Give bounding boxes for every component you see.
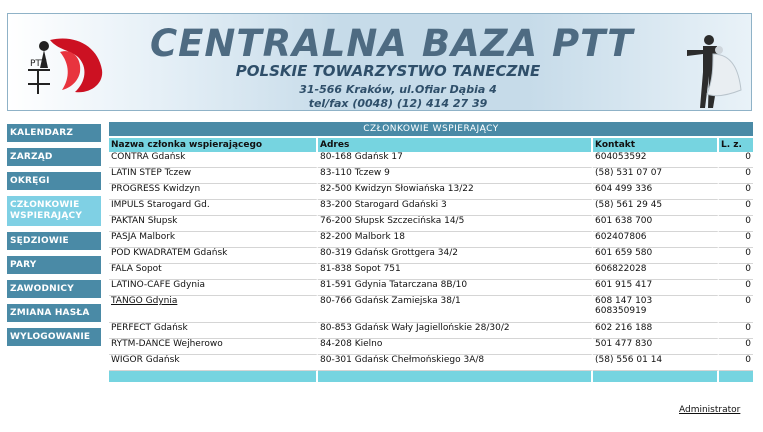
- member-contact-cell: [593, 280, 719, 296]
- contact-primary: 601 915 417: [595, 280, 653, 290]
- table-row: [109, 323, 753, 339]
- column-header-lz: L. z.: [719, 136, 753, 152]
- contact-primary: (58) 531 07 07: [595, 168, 663, 178]
- member-lz-cell: 0: [719, 184, 753, 200]
- contact-primary: 601 638 700: [595, 216, 653, 226]
- phone-text: tel/fax (0048) (12) 414 27 39: [308, 97, 488, 110]
- member-contact-cell: [593, 152, 719, 168]
- contact-primary: 601 659 580: [595, 248, 653, 258]
- member-name-cell: PASJA Malbork: [109, 232, 318, 248]
- member-name-cell: WIGOR Gdańsk: [109, 355, 318, 371]
- nav-pary[interactable]: PARY: [7, 256, 101, 274]
- member-lz-cell: 0: [719, 232, 753, 248]
- member-lz-cell: 0: [719, 296, 753, 323]
- member-contact-cell: [593, 296, 719, 323]
- table-title: CZŁONKOWIE WSPIERAJĄCY: [109, 122, 753, 136]
- contact-primary: 606822028: [595, 264, 647, 274]
- table-row: [109, 168, 753, 184]
- svg-text:PTT: PTT: [30, 59, 47, 69]
- member-name-cell: PERFECT Gdańsk: [109, 323, 318, 339]
- nav-kalendarz[interactable]: KALENDARZ: [7, 124, 101, 142]
- member-address-cell: 81-591 Gdynia Tatarczana 8B/10: [318, 280, 593, 296]
- header-banner: [7, 13, 752, 111]
- table-row: [109, 184, 753, 200]
- table-footer-row: [109, 371, 753, 382]
- address-text: 31-566 Kraków, ul.Ofiar Dąbia 4: [299, 83, 497, 96]
- member-name-cell: FALA Sopot: [109, 264, 318, 280]
- member-contact-cell: [593, 339, 719, 355]
- member-lz-cell: 0: [719, 168, 753, 184]
- member-lz-cell: 0: [719, 200, 753, 216]
- member-address-cell: 80-319 Gdańsk Grottgera 34/2: [318, 248, 593, 264]
- member-lz-cell: 0: [719, 216, 753, 232]
- sidebar-nav: [7, 124, 101, 352]
- contact-primary: (58) 561 29 45: [595, 200, 663, 210]
- member-contact-cell: [593, 168, 719, 184]
- member-contact-cell: [593, 248, 719, 264]
- contact-primary: 501 477 830: [595, 339, 653, 349]
- member-contact-cell: [593, 323, 719, 339]
- administrator-link[interactable]: Administrator: [679, 405, 741, 415]
- member-address-cell: 83-110 Tczew 9: [318, 168, 593, 184]
- contact-secondary: 608350919: [595, 306, 647, 316]
- member-address-cell: 82-500 Kwidzyn Słowiańska 13/22: [318, 184, 593, 200]
- table-row: [109, 296, 753, 323]
- member-contact-cell: [593, 216, 719, 232]
- table-row: [109, 232, 753, 248]
- member-name-cell: PAKTAN Słupsk: [109, 216, 318, 232]
- member-name-cell[interactable]: [109, 296, 318, 323]
- member-lz-cell: 0: [719, 152, 753, 168]
- member-address-cell: 80-853 Gdańsk Wały Jagiellońskie 28/30/2: [318, 323, 593, 339]
- table-row: [109, 248, 753, 264]
- table-row: [109, 216, 753, 232]
- member-contact-cell: [593, 232, 719, 248]
- table-row: [109, 152, 753, 168]
- column-header-name: Nazwa członka wspierającego: [109, 136, 318, 152]
- member-name-cell: IMPULS Starogard Gd.: [109, 200, 318, 216]
- nav-sedziowie[interactable]: SĘDZIOWIE: [7, 232, 101, 250]
- contact-primary: 602407806: [595, 232, 647, 242]
- member-lz-cell: 0: [719, 339, 753, 355]
- site-subtitle: POLSKIE TOWARZYSTWO TANECZNE: [235, 62, 541, 80]
- member-contact-cell: [593, 200, 719, 216]
- member-name-cell: CONTRA Gdańsk: [109, 152, 318, 168]
- nav-wylogowanie[interactable]: WYLOGOWANIE: [7, 328, 101, 346]
- table-row: [109, 264, 753, 280]
- member-address-cell: 84-208 Kielno: [318, 339, 593, 355]
- nav-zawodnicy[interactable]: ZAWODNICY: [7, 280, 101, 298]
- member-address-cell: 83-200 Starogard Gdański 3: [318, 200, 593, 216]
- table-row: [109, 355, 753, 371]
- site-title: CENTRALNA BAZA PTT: [150, 22, 634, 65]
- member-lz-cell: 0: [719, 280, 753, 296]
- member-name-cell: LATIN STEP Tczew: [109, 168, 318, 184]
- nav-okregi[interactable]: OKRĘGI: [7, 172, 101, 190]
- member-contact-cell: [593, 355, 719, 371]
- member-name-link[interactable]: TANGO Gdynia: [111, 296, 178, 306]
- member-address-cell: 80-766 Gdańsk Zamiejska 38/1: [318, 296, 593, 323]
- table-row: [109, 280, 753, 296]
- member-lz-cell: 0: [719, 355, 753, 371]
- column-header-address: Adres: [318, 136, 593, 152]
- table-row: [109, 339, 753, 355]
- member-lz-cell: 0: [719, 264, 753, 280]
- member-lz-cell: 0: [719, 323, 753, 339]
- contact-primary: 602 216 188: [595, 323, 653, 333]
- member-contact-cell: [593, 264, 719, 280]
- column-header-contact: Kontakt: [593, 136, 719, 152]
- contact-primary: 604053592: [595, 152, 647, 162]
- member-address-cell: 80-168 Gdańsk 17: [318, 152, 593, 168]
- members-table: [109, 136, 753, 382]
- dancers-icon: [673, 32, 743, 110]
- member-name-cell: LATINO-CAFE Gdynia: [109, 280, 318, 296]
- nav-zarzad[interactable]: ZARZĄD: [7, 148, 101, 166]
- ptt-logo-icon: [20, 32, 110, 102]
- nav-czlonkowie-wspierajacy[interactable]: CZŁONKOWIE WSPIERAJĄCY: [7, 196, 101, 226]
- member-name-cell: POD KWADRATEM Gdańsk: [109, 248, 318, 264]
- members-table-panel: [109, 122, 753, 382]
- member-address-cell: 82-200 Malbork 18: [318, 232, 593, 248]
- contact-primary: (58) 556 01 14: [595, 355, 663, 365]
- member-address-cell: 80-301 Gdańsk Chełmońskiego 3A/8: [318, 355, 593, 371]
- table-row: [109, 200, 753, 216]
- member-contact-cell: [593, 184, 719, 200]
- member-name-cell: RYTM-DANCE Wejherowo: [109, 339, 318, 355]
- member-name-cell: PROGRESS Kwidzyn: [109, 184, 318, 200]
- contact-primary: 604 499 336: [595, 184, 653, 194]
- contact-primary: 608 147 103: [595, 296, 653, 306]
- member-lz-cell: 0: [719, 248, 753, 264]
- member-address-cell: 81-838 Sopot 751: [318, 264, 593, 280]
- nav-zmiana-hasla[interactable]: ZMIANA HASŁA: [7, 304, 101, 322]
- member-address-cell: 76-200 Słupsk Szczecińska 14/5: [318, 216, 593, 232]
